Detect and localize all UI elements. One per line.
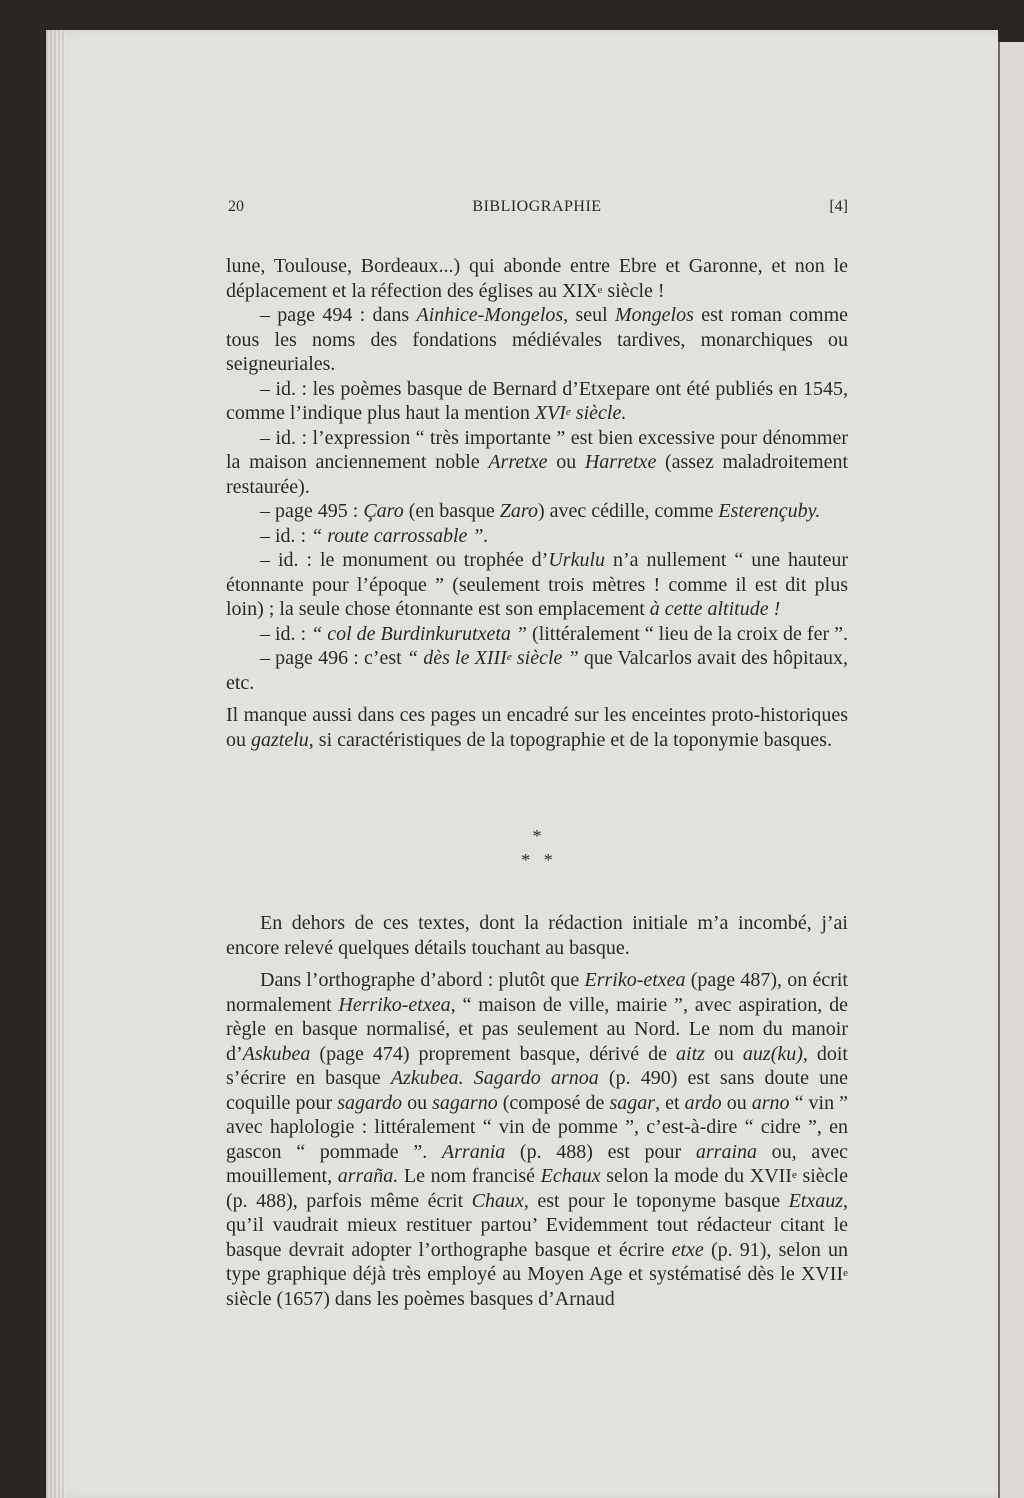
- paragraph-2: – page 494 : dans Ainhice-Mongelos, seul Mongelos est roman comme tous les noms des fondations médiévales tardives, monarchiques ou seigneuriales.: [226, 304, 848, 375]
- paragraph-9: – page 496 : c’est “ dès le XIIIe siècle ” que Valcarlos avait des hôpitaux, etc.: [226, 647, 848, 694]
- page-stack-edge: [46, 30, 66, 1498]
- paragraph-11: En dehors de ces textes, dont la rédaction initiale m’a incombé, j’ai encore relevé quelques détails touchant au basque.: [226, 912, 848, 959]
- text-block-2: [226, 911, 848, 1311]
- paragraph-10: Il manque aussi dans ces pages un encadré sur les enceintes proto-historiques ou gaztelu, si caractéristiques de la topographie et de la toponymie basques.: [226, 704, 848, 751]
- paragraph-3: – id. : les poèmes basque de Bernard d’Etxepare ont été publiés en 1545, comme l’indique plus haut la mention XVIe siècle.: [226, 377, 848, 424]
- paragraph-1: lune, Toulouse, Bordeaux...) qui abonde entre Ebre et Garonne, et non le déplacement et la réfection des églises au XIXe siècle !: [226, 255, 848, 302]
- paragraph-12: Dans l’orthographe d’abord : plutôt que Erriko-etxea (page 487), on écrit normalement Herriko-etxea, “ maison de ville, mairie ”, avec aspiration, de règle en basque normalisé, et pas seulement au Nord. Le nom du manoir d’Askubea (page 474) proprement basque, dérivé de aitz ou auz(ku), doit s’écrire en basque Azkubea. Sagardo arnoa (p. 490) est sans doute une coquille pour sagardo ou sagarno (composé de sagar, et ardo ou arno “ vin ” avec haplologie : littéralement “ vin de pomme ”, c’est-à-dire “ cidre ”, en gascon “ pommade ”. Arrania (p. 488) est pour arraina ou, avec mouillement, arraña. Le nom francisé Echaux selon la mode du XVIIe siècle (p. 488), parfois même écrit Chaux, est pour le toponyme basque Etxauz, qu’il vaudrait mieux restituer partou’ Evidemment tout rédacteur citant le basque devrait adopter l’orthographe basque et écrire etxe (p. 91), selon un type graphique déjà très employé au Moyen Age et systématisé dès le XVIIe siècle (1657) dans les poèmes basques d’Arnaud: [226, 969, 849, 1310]
- facing-page-edge: [998, 42, 1024, 1498]
- paragraph-8: – id. : “ col de Burdinkurutxeta ” (littéralement “ lieu de la croix de fer ”.: [260, 622, 848, 645]
- text-block-1: [226, 254, 848, 752]
- paragraph-6: – id. : “ route carrossable ”.: [260, 524, 489, 547]
- paragraph-7: – id. : le monument ou trophée d’Urkulu n’a nullement “ une hauteur étonnante pour l’époque ” (seulement trois mètres ! comme il est dit plus loin) ; la seule chose étonnante est son emplacement à cette altitude !: [226, 549, 848, 620]
- section-number: [4]: [829, 198, 848, 215]
- running-header: [226, 198, 848, 222]
- page-number: 20: [228, 198, 244, 215]
- section-break-bottom: * *: [521, 850, 553, 870]
- paragraph-4: – id. : l’expression “ très importante ” est bien excessive pour dénommer la maison anciennement noble Arretxe ou Harretxe (assez maladroitement restaurée).: [226, 426, 848, 498]
- paragraph-5: – page 495 : Çaro (en basque Zaro) avec cédille, comme Esterençuby.: [260, 500, 821, 522]
- section-break-top: *: [532, 826, 542, 846]
- running-title: BIBLIOGRAPHIE: [472, 198, 602, 215]
